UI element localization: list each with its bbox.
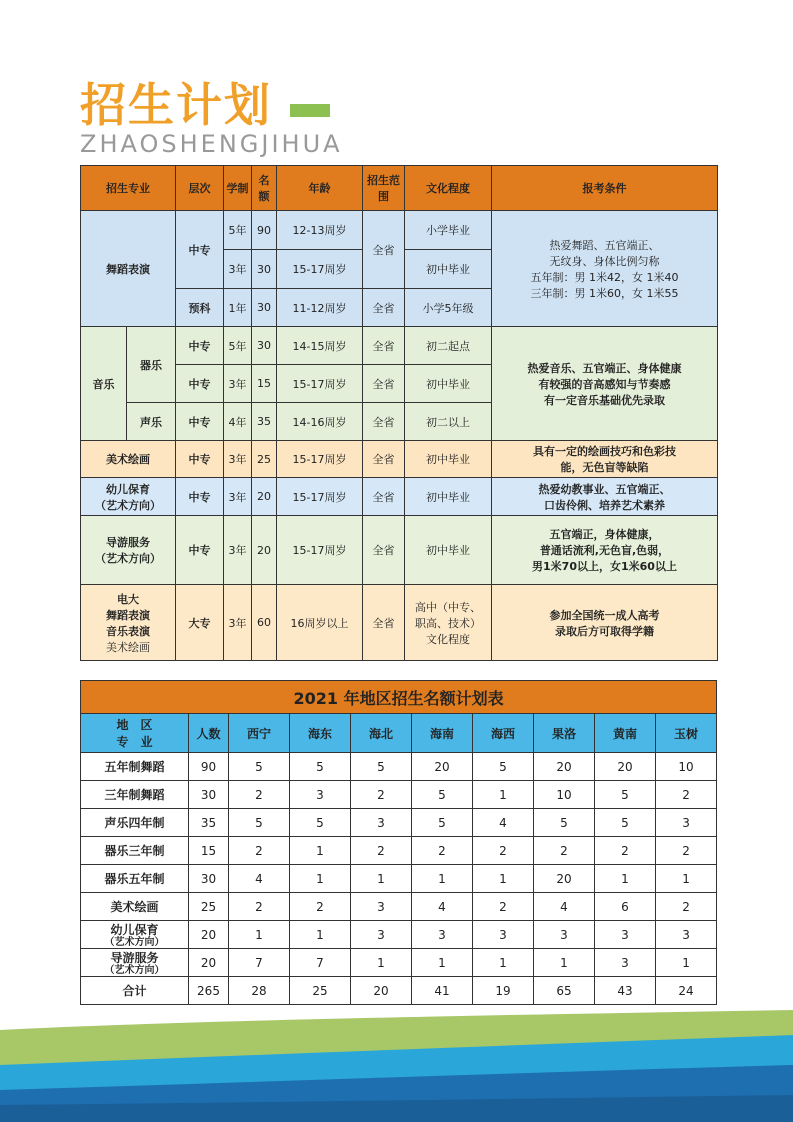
- years-cell: 5年: [224, 211, 252, 250]
- major-childcare: 幼儿保育 （艺术方向）: [81, 478, 176, 516]
- quota-value-cell: 3: [351, 893, 412, 921]
- conditions-cell: 参加全国统一成人高考 录取后方可取得学籍: [492, 585, 718, 661]
- table-row: [81, 809, 717, 837]
- column-header: 人数: [189, 714, 229, 753]
- edu-cell: 初中毕业: [405, 478, 492, 516]
- table-row: [81, 921, 717, 949]
- edu-cell: 初二以上: [405, 403, 492, 441]
- quota-value-cell: 2: [351, 781, 412, 809]
- quota-value-cell: 30: [189, 781, 229, 809]
- quota-cell: 15: [252, 365, 277, 403]
- regional-quota-table: [80, 680, 717, 1005]
- level-cell: 大专: [176, 585, 224, 661]
- quota-value-cell: 35: [189, 809, 229, 837]
- quota-cell: 30: [252, 250, 277, 289]
- title-accent-bar: [290, 104, 330, 117]
- quota-value-cell: 5: [595, 809, 656, 837]
- quota-value-cell: 3: [473, 921, 534, 949]
- quota-value-cell: 1: [473, 865, 534, 893]
- column-header: 果洛: [534, 714, 595, 753]
- quota-value-cell: 24: [656, 977, 717, 1005]
- quota-value-cell: 3: [351, 921, 412, 949]
- table-row: [81, 585, 718, 661]
- quota-value-cell: 25: [290, 977, 351, 1005]
- scope-cell: 全省: [363, 403, 405, 441]
- quota-table-title: 2021 年地区招生名额计划表: [81, 681, 717, 714]
- column-header: 海东: [290, 714, 351, 753]
- years-cell: 3年: [224, 585, 252, 661]
- quota-value-cell: 3: [656, 921, 717, 949]
- header-major: 招生专业: [81, 166, 176, 211]
- header-level: 层次: [176, 166, 224, 211]
- major-tourguide: 导游服务 （艺术方向）: [81, 516, 176, 585]
- quota-value-cell: 1: [595, 865, 656, 893]
- table-header-row: [81, 166, 718, 211]
- quota-value-cell: 5: [473, 753, 534, 781]
- quota-cell: 25: [252, 441, 277, 478]
- table-row: [81, 837, 717, 865]
- quota-value-cell: 2: [595, 837, 656, 865]
- quota-value-cell: 1: [412, 865, 473, 893]
- quota-value-cell: 6: [595, 893, 656, 921]
- quota-value-cell: 1: [412, 949, 473, 977]
- table-row: [81, 893, 717, 921]
- page-header: [80, 78, 343, 158]
- years-cell: 1年: [224, 289, 252, 327]
- quota-value-cell: 2: [656, 781, 717, 809]
- quota-value-cell: 5: [229, 753, 290, 781]
- age-cell: 15-17周岁: [277, 516, 363, 585]
- quota-value-cell: 5: [595, 781, 656, 809]
- age-cell: 15-17周岁: [277, 365, 363, 403]
- age-cell: 16周岁以上: [277, 585, 363, 661]
- scope-cell: 全省: [363, 478, 405, 516]
- header-age: 年龄: [277, 166, 363, 211]
- quota-value-cell: 30: [189, 865, 229, 893]
- quota-value-cell: 5: [351, 753, 412, 781]
- edu-cell: 初中毕业: [405, 365, 492, 403]
- table-row: [81, 977, 717, 1005]
- footer-wave-decoration: [0, 1010, 793, 1122]
- enrollment-plan-table: [80, 165, 718, 661]
- conditions-cell: 热爱舞蹈、五官端正、 无纹身、身体比例匀称 五年制：男 1米42，女 1米40 三年制：男 1米60，女 1米55: [492, 211, 718, 327]
- edu-cell: 初中毕业: [405, 250, 492, 289]
- table-row: [81, 211, 718, 250]
- years-cell: 5年: [224, 327, 252, 365]
- level-cell: 中专: [176, 365, 224, 403]
- age-cell: 11-12周岁: [277, 289, 363, 327]
- edu-cell: 高中（中专、 职高、技术） 文化程度: [405, 585, 492, 661]
- level-cell: 中专: [176, 478, 224, 516]
- quota-value-cell: 1: [473, 949, 534, 977]
- header-conditions: 报考条件: [492, 166, 718, 211]
- quota-value-cell: 5: [290, 753, 351, 781]
- quota-cell: 30: [252, 289, 277, 327]
- quota-value-cell: 2: [473, 893, 534, 921]
- level-cell: 预科: [176, 289, 224, 327]
- quota-value-cell: 3: [534, 921, 595, 949]
- column-header: 玉树: [656, 714, 717, 753]
- quota-value-cell: 3: [656, 809, 717, 837]
- age-cell: 15-17周岁: [277, 441, 363, 478]
- major-dance: 舞蹈表演: [81, 211, 176, 327]
- scope-cell: 全省: [363, 441, 405, 478]
- age-cell: 15-17周岁: [277, 478, 363, 516]
- quota-value-cell: 2: [534, 837, 595, 865]
- table-row: [81, 441, 718, 478]
- quota-value-cell: 1: [290, 865, 351, 893]
- years-cell: 3年: [224, 441, 252, 478]
- table-row: [81, 781, 717, 809]
- quota-value-cell: 20: [534, 865, 595, 893]
- quota-value-cell: 1: [229, 921, 290, 949]
- quota-value-cell: 3: [290, 781, 351, 809]
- column-header: 海西: [473, 714, 534, 753]
- major-college: 电大 舞蹈表演 音乐表演 美术绘画: [81, 585, 176, 661]
- quota-cell: 20: [252, 478, 277, 516]
- quota-value-cell: 5: [229, 809, 290, 837]
- years-cell: 3年: [224, 516, 252, 585]
- quota-value-cell: 28: [229, 977, 290, 1005]
- quota-cell: 30: [252, 327, 277, 365]
- quota-value-cell: 5: [412, 781, 473, 809]
- quota-value-cell: 2: [656, 837, 717, 865]
- quota-value-cell: 4: [229, 865, 290, 893]
- page-subtitle: ZHAOSHENGJIHUA: [80, 130, 343, 158]
- quota-value-cell: 7: [290, 949, 351, 977]
- level-cell: 中专: [176, 403, 224, 441]
- major-music: 音乐: [81, 327, 127, 441]
- quota-value-cell: 3: [412, 921, 473, 949]
- quota-value-cell: 2: [656, 893, 717, 921]
- row-label: 合计: [81, 977, 189, 1005]
- column-header: 西宁: [229, 714, 290, 753]
- quota-cell: 35: [252, 403, 277, 441]
- header-education: 文化程度: [405, 166, 492, 211]
- scope-cell: 全省: [363, 365, 405, 403]
- scope-cell: 全省: [363, 585, 405, 661]
- age-cell: 14-15周岁: [277, 327, 363, 365]
- level-cell: 中专: [176, 516, 224, 585]
- edu-cell: 小学毕业: [405, 211, 492, 250]
- quota-value-cell: 1: [656, 865, 717, 893]
- years-cell: 3年: [224, 365, 252, 403]
- quota-value-cell: 3: [351, 809, 412, 837]
- quota-value-cell: 1: [290, 837, 351, 865]
- quota-value-cell: 2: [229, 837, 290, 865]
- quota-value-cell: 1: [351, 865, 412, 893]
- row-label: 五年制舞蹈: [81, 753, 189, 781]
- level-cell: 中专: [176, 211, 224, 289]
- quota-cell: 20: [252, 516, 277, 585]
- major-art: 美术绘画: [81, 441, 176, 478]
- quota-value-cell: 3: [595, 921, 656, 949]
- age-cell: 15-17周岁: [277, 250, 363, 289]
- quota-value-cell: 20: [534, 753, 595, 781]
- quota-value-cell: 2: [290, 893, 351, 921]
- quota-value-cell: 4: [534, 893, 595, 921]
- quota-value-cell: 90: [189, 753, 229, 781]
- quota-value-cell: 2: [351, 837, 412, 865]
- quota-value-cell: 20: [189, 949, 229, 977]
- header-years: 学制: [224, 166, 252, 211]
- quota-value-cell: 2: [229, 781, 290, 809]
- edu-cell: 初二起点: [405, 327, 492, 365]
- scope-cell: 全省: [363, 516, 405, 585]
- row-label: 声乐四年制: [81, 809, 189, 837]
- table-row: [81, 949, 717, 977]
- quota-value-cell: 20: [189, 921, 229, 949]
- row-label: 导游服务 （艺术方向）: [81, 949, 189, 977]
- quota-value-cell: 10: [534, 781, 595, 809]
- quota-value-cell: 65: [534, 977, 595, 1005]
- quota-value-cell: 2: [412, 837, 473, 865]
- conditions-cell: 具有一定的绘画技巧和色彩技 能，无色盲等缺陷: [492, 441, 718, 478]
- column-header: 海北: [351, 714, 412, 753]
- quota-value-cell: 25: [189, 893, 229, 921]
- quota-value-cell: 2: [229, 893, 290, 921]
- quota-value-cell: 5: [290, 809, 351, 837]
- scope-cell: 全省: [363, 211, 405, 289]
- scope-cell: 全省: [363, 289, 405, 327]
- quota-value-cell: 20: [412, 753, 473, 781]
- quota-value-cell: 5: [534, 809, 595, 837]
- years-cell: 4年: [224, 403, 252, 441]
- quota-value-cell: 43: [595, 977, 656, 1005]
- row-label: 幼儿保育 （艺术方向）: [81, 921, 189, 949]
- header-scope: 招生范围: [363, 166, 405, 211]
- years-cell: 3年: [224, 250, 252, 289]
- quota-value-cell: 1: [534, 949, 595, 977]
- row-label: 三年制舞蹈: [81, 781, 189, 809]
- table-row: [81, 865, 717, 893]
- quota-cell: 90: [252, 211, 277, 250]
- page-title: 招生计划: [80, 78, 272, 132]
- quota-value-cell: 265: [189, 977, 229, 1005]
- column-header: 海南: [412, 714, 473, 753]
- quota-value-cell: 4: [473, 809, 534, 837]
- quota-value-cell: 3: [595, 949, 656, 977]
- header-quota: 名额: [252, 166, 277, 211]
- quota-value-cell: 4: [412, 893, 473, 921]
- table-row: [81, 516, 718, 585]
- conditions-cell: 热爱音乐、五官端正、身体健康 有较强的音高感知与节奏感 有一定音乐基础优先录取: [492, 327, 718, 441]
- quota-value-cell: 1: [656, 949, 717, 977]
- table-row: [81, 327, 718, 365]
- table-row: [81, 478, 718, 516]
- row-label: 器乐五年制: [81, 865, 189, 893]
- row-label: 美术绘画: [81, 893, 189, 921]
- conditions-cell: 热爱幼教事业、五官端正、 口齿伶俐、培养艺术素养: [492, 478, 718, 516]
- quota-value-cell: 19: [473, 977, 534, 1005]
- edu-cell: 小学5年级: [405, 289, 492, 327]
- quota-value-cell: 2: [473, 837, 534, 865]
- quota-value-cell: 15: [189, 837, 229, 865]
- quota-value-cell: 1: [290, 921, 351, 949]
- quota-value-cell: 20: [595, 753, 656, 781]
- years-cell: 3年: [224, 478, 252, 516]
- quota-header-row: [81, 714, 717, 753]
- quota-title-row: [81, 681, 717, 714]
- sub-major-vocal: 声乐: [127, 403, 176, 441]
- quota-value-cell: 5: [412, 809, 473, 837]
- sub-major-instrumental: 器乐: [127, 327, 176, 403]
- column-header: 黄南: [595, 714, 656, 753]
- quota-value-cell: 41: [412, 977, 473, 1005]
- corner-header: 地 区 专 业: [81, 714, 189, 753]
- row-label: 器乐三年制: [81, 837, 189, 865]
- quota-value-cell: 10: [656, 753, 717, 781]
- level-cell: 中专: [176, 441, 224, 478]
- edu-cell: 初中毕业: [405, 441, 492, 478]
- level-cell: 中专: [176, 327, 224, 365]
- edu-cell: 初中毕业: [405, 516, 492, 585]
- quota-value-cell: 7: [229, 949, 290, 977]
- quota-cell: 60: [252, 585, 277, 661]
- age-cell: 14-16周岁: [277, 403, 363, 441]
- age-cell: 12-13周岁: [277, 211, 363, 250]
- scope-cell: 全省: [363, 327, 405, 365]
- table-row: [81, 753, 717, 781]
- conditions-cell: 五官端正，身体健康， 普通话流利,无色盲,色弱， 男1米70以上，女1米60以上: [492, 516, 718, 585]
- quota-value-cell: 20: [351, 977, 412, 1005]
- quota-value-cell: 1: [473, 781, 534, 809]
- quota-value-cell: 1: [351, 949, 412, 977]
